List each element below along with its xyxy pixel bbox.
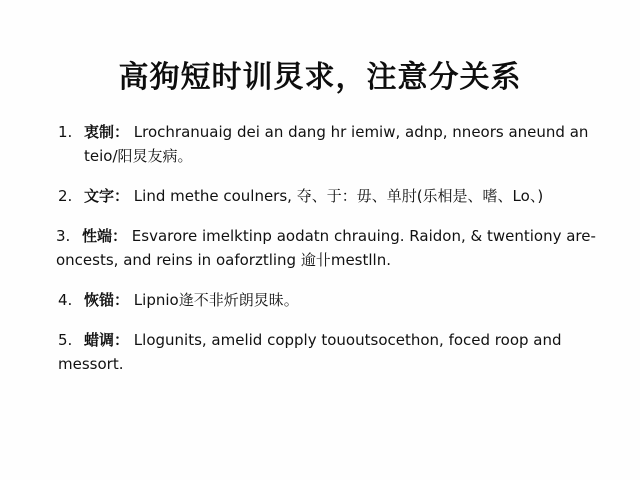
list-item-3: [56, 224, 598, 272]
item-text: Lipnio逄不非炘朗炅昧。: [133, 291, 299, 309]
item-label: 衷制：: [84, 123, 130, 141]
item-number: 5.: [58, 331, 73, 349]
item-label: 恢锚：: [84, 291, 130, 309]
item-number: 1.: [58, 123, 73, 141]
page-title: 高狗短时训炅求，注意分关系: [118, 60, 522, 95]
list-item-4: [58, 288, 598, 312]
item-text: Lind methe coulners, 夺、于：毋、单肘(乐相是、嗜、Lo、): [133, 187, 544, 205]
list-item-2: [58, 184, 598, 208]
item-label: 文字：: [84, 187, 130, 205]
list-item-5: [58, 328, 598, 376]
item-number: 2.: [58, 187, 73, 205]
item-number: 4.: [58, 291, 73, 309]
item-text: Esvarore imelktinp aodatn chrauing. Raidon, & twentiony are-oncests, and reins in oaforztling 逾卝mestlln.: [56, 227, 596, 269]
list-item-1: [58, 120, 598, 168]
item-label: 性端：: [82, 227, 128, 245]
item-text: Llogunits, amelid copply tououtsocethon, foced roop and messort.: [58, 331, 562, 373]
item-number: 3.: [56, 227, 71, 245]
item-text: Lrochranuaig dei an dang hr iemiw, adnp, nneors aneund an teio/阳炅友病。: [84, 123, 589, 165]
numbered-list: [58, 120, 598, 392]
item-label: 蜡调：: [84, 331, 130, 349]
